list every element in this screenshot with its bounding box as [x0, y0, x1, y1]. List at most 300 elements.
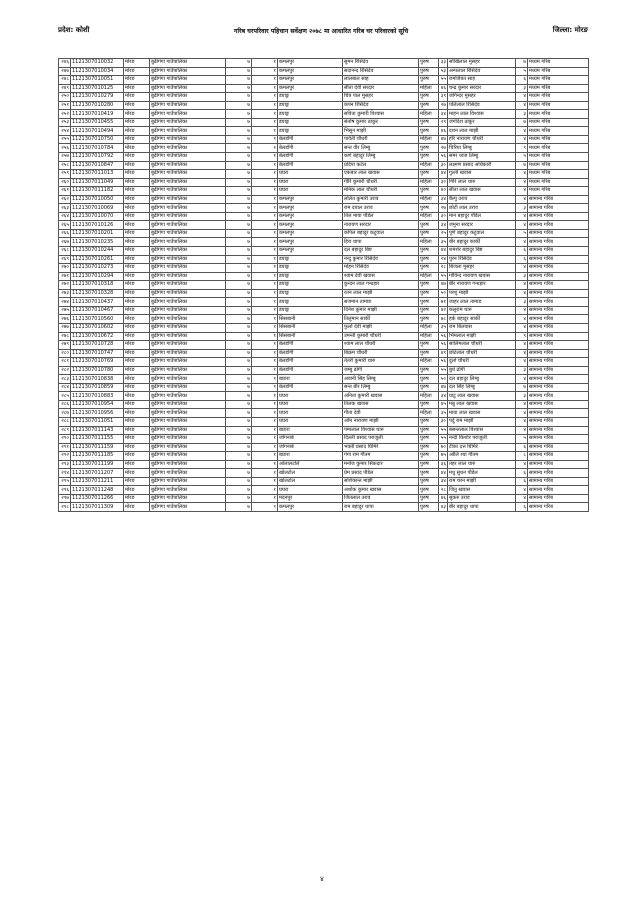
table-row	[59, 144, 589, 153]
municipality-cell: बुढीगंगा गाउँपालिका	[150, 161, 226, 170]
ward-cell: ७	[226, 341, 252, 350]
age-cell: ५६	[439, 341, 448, 350]
father-name-cell: शमशेर बहादुर बिष्ट	[448, 247, 516, 256]
table-row	[59, 238, 589, 247]
age-cell: ४९	[439, 349, 448, 358]
father-name-cell: सालिमलाल चौधरी	[448, 341, 516, 350]
ward-cell: ७	[226, 315, 252, 324]
father-name-cell: लक्ष्मण प्रसाद अधिकारी	[448, 161, 516, 170]
sub-ward-cell: १	[252, 229, 278, 238]
table-row	[59, 332, 589, 341]
table-row	[59, 383, 589, 392]
sub-ward-cell: १	[252, 494, 278, 503]
ward-cell: ७	[226, 400, 252, 409]
father-name-cell: छोटेलाल चौधरी	[448, 349, 516, 358]
municipality-cell: बुढीगंगा गाउँपालिका	[150, 281, 226, 290]
poverty-category-cell: मध्यम गरिब	[528, 153, 589, 162]
head-name-cell: अशोक कुमार खवास	[343, 486, 419, 495]
district-cell: मोरङ	[124, 238, 150, 247]
head-name-cell: भक्ती प्रसाद घिमिरे	[343, 443, 419, 452]
poverty-category-cell: मध्यम गरिब	[528, 76, 589, 85]
gender-cell: पुरुष	[419, 255, 439, 264]
table-row	[59, 281, 589, 290]
serial-no: २६६	[59, 229, 71, 238]
ward-cell: ७	[226, 452, 252, 461]
serial-no: २९३	[59, 460, 71, 469]
tole-cell: कमलपुर	[278, 221, 343, 230]
district-cell: मोरङ	[124, 494, 150, 503]
serial-no: २५९	[59, 170, 71, 179]
gender-cell: पुरुष	[419, 187, 439, 196]
table-row	[59, 118, 589, 127]
household-id: 1121307010437	[71, 298, 124, 307]
head-name-cell: प्रदिपा कटेल	[343, 161, 419, 170]
municipality-cell: बुढीगंगा गाउँपालिका	[150, 443, 226, 452]
family-size-cell: ५	[516, 153, 528, 162]
poverty-category-cell: सामान्य गरिब	[528, 494, 589, 503]
household-id: 1121307010859	[71, 383, 124, 392]
sub-ward-cell: १	[252, 264, 278, 273]
district-cell: मोरङ	[124, 144, 150, 153]
household-id: 1121307011182	[71, 187, 124, 196]
sub-ward-cell: १	[252, 400, 278, 409]
age-cell: २५	[439, 229, 448, 238]
poverty-category-cell: मध्यम गरिब	[528, 187, 589, 196]
gender-cell: पुरुष	[419, 469, 439, 478]
family-size-cell: ३	[516, 272, 528, 281]
sub-ward-cell: १	[252, 289, 278, 298]
page-header	[58, 23, 588, 37]
head-name-cell: एकबार लाल खवास	[343, 170, 419, 179]
municipality-cell: बुढीगंगा गाउँपालिका	[150, 306, 226, 315]
age-cell: ३४	[439, 110, 448, 119]
household-id: 1121307011185	[71, 452, 124, 461]
tole-cell: बेलडाँगी	[278, 349, 343, 358]
sub-ward-cell: १	[252, 101, 278, 110]
serial-no: २४९	[59, 84, 71, 93]
head-name-cell: दल बहादुर बिष्ट	[343, 247, 419, 256]
age-cell: ४४	[439, 469, 448, 478]
municipality-cell: बुढीगंगा गाउँपालिका	[150, 101, 226, 110]
sub-ward-cell: १	[252, 460, 278, 469]
serial-no: २७५	[59, 306, 71, 315]
poverty-category-cell: सामान्य गरिब	[528, 460, 589, 469]
sub-ward-cell: १	[252, 392, 278, 401]
head-name-cell: कर्ण बहादुर लिम्बु	[343, 153, 419, 162]
serial-no: २९२	[59, 452, 71, 461]
tole-cell: कमलपुर	[278, 76, 343, 85]
serial-no: २४८	[59, 76, 71, 85]
head-name-cell: तेतरी कुमारी थारु	[343, 358, 419, 367]
household-id: 1121307010467	[71, 306, 124, 315]
gender-cell: पुरुष	[419, 349, 439, 358]
gender-cell: महिला	[419, 358, 439, 367]
father-name-cell: रामजियत साह	[448, 76, 516, 85]
poverty-category-cell: सामान्य गरिब	[528, 486, 589, 495]
tole-cell: कमलपुर	[278, 503, 343, 512]
father-name-cell: बीर नारायण गन्धहार	[448, 281, 516, 290]
family-size-cell: ८	[516, 452, 528, 461]
municipality-cell: बुढीगंगा गाउँपालिका	[150, 110, 226, 119]
father-name-cell: माया लाल खवास	[448, 409, 516, 418]
head-name-cell: प्रेम प्रसाद पौडेल	[343, 469, 419, 478]
serial-no: २५५	[59, 135, 71, 144]
tole-cell: डयाङ्ग	[278, 93, 343, 102]
sub-ward-cell: १	[252, 195, 278, 204]
district-cell: मोरङ	[124, 161, 150, 170]
municipality-cell: बुढीगंगा गाउँपालिका	[150, 255, 226, 264]
ward-cell: ७	[226, 409, 252, 418]
father-name-cell: नन्दी किशोर पराजुली	[448, 435, 516, 444]
district-cell: मोरङ	[124, 229, 150, 238]
municipality-cell: बुढीगंगा गाउँपालिका	[150, 375, 226, 384]
head-name-cell: दिनेश कुमार माझी	[343, 306, 419, 315]
family-size-cell: ४	[516, 417, 528, 426]
tole-cell: घघरा	[278, 178, 343, 187]
ward-cell: ७	[226, 127, 252, 136]
household-id: 1121307010051	[71, 76, 124, 85]
gender-cell: पुरुष	[419, 153, 439, 162]
father-name-cell: परशु माझी	[448, 289, 516, 298]
father-name-cell: गुल्ती खवास	[448, 170, 516, 179]
household-id: 1121307010294	[71, 272, 124, 281]
household-id: 1121307010780	[71, 366, 124, 375]
municipality-cell: बुढीगंगा गाउँपालिका	[150, 212, 226, 221]
family-size-cell: ३	[516, 392, 528, 401]
municipality-cell: बुढीगंगा गाउँपालिका	[150, 195, 226, 204]
serial-no: २५०	[59, 93, 71, 102]
serial-no: २८०	[59, 349, 71, 358]
serial-no: २६७	[59, 238, 71, 247]
municipality-cell: बुढीगंगा गाउँपालिका	[150, 170, 226, 179]
ward-cell: ७	[226, 383, 252, 392]
district-cell: मोरङ	[124, 170, 150, 179]
gender-cell: पुरुष	[419, 477, 439, 486]
municipality-cell: बुढीगंगा गाउँपालिका	[150, 332, 226, 341]
gender-cell: पुरुष	[419, 315, 439, 324]
municipality-cell: बुढीगंगा गाउँपालिका	[150, 76, 226, 85]
father-name-cell: बैल्पु उराव	[448, 195, 516, 204]
age-cell: ५३	[439, 67, 448, 76]
gender-cell: पुरुष	[419, 289, 439, 298]
poverty-category-cell: सामान्य गरिब	[528, 272, 589, 281]
ward-cell: ७	[226, 494, 252, 503]
district-cell: मोरङ	[124, 426, 150, 435]
age-cell: ३४	[439, 392, 448, 401]
ward-cell: ७	[226, 349, 252, 358]
serial-no: २५४	[59, 127, 71, 136]
table-row	[59, 349, 589, 358]
household-id: 1121307011199	[71, 460, 124, 469]
district-label: जिल्ला: मोरङ	[552, 25, 588, 34]
gender-cell: पुरुष	[419, 144, 439, 153]
sub-ward-cell: १	[252, 153, 278, 162]
sub-ward-cell: १	[252, 76, 278, 85]
head-name-cell: चित्र पाल मुसहर	[343, 93, 419, 102]
ward-cell: ७	[226, 426, 252, 435]
household-id: 1121307010126	[71, 221, 124, 230]
gender-cell: पुरुष	[419, 417, 439, 426]
household-id: 1121307010261	[71, 255, 124, 264]
head-name-cell: नन्दु कुमार रिसिदेव	[343, 255, 419, 264]
age-cell: ७१	[439, 298, 448, 307]
sub-ward-cell: १	[252, 67, 278, 76]
serial-no: २७२	[59, 281, 71, 290]
tole-cell: डयाङ्ग	[278, 306, 343, 315]
table-row	[59, 409, 589, 418]
ward-cell: ७	[226, 264, 252, 273]
tole-cell: ओलालटोले	[278, 460, 343, 469]
household-id: 1121307010784	[71, 144, 124, 153]
district-cell: मोरङ	[124, 315, 150, 324]
head-name-cell: ओम नारायण माझी	[343, 417, 419, 426]
table-row	[59, 161, 589, 170]
sub-ward-cell: १	[252, 127, 278, 136]
father-name-cell: बसन्तलाल विश्वास	[448, 426, 516, 435]
poverty-category-cell: सामान्य गरिब	[528, 426, 589, 435]
district-cell: मोरङ	[124, 443, 150, 452]
table-row	[59, 84, 589, 93]
sub-ward-cell: १	[252, 247, 278, 256]
head-name-cell: तिलुमान सार्की	[343, 315, 419, 324]
table-row	[59, 93, 589, 102]
serial-no: २८१	[59, 358, 71, 367]
sub-ward-cell: १	[252, 272, 278, 281]
sub-ward-cell: १	[252, 503, 278, 512]
gender-cell: पुरुष	[419, 375, 439, 384]
serial-no: २७३	[59, 289, 71, 298]
age-cell: २७	[439, 144, 448, 153]
household-id: 1121307010602	[71, 323, 124, 332]
gender-cell: पुरुष	[419, 383, 439, 392]
table-row	[59, 221, 589, 230]
household-id: 1121307011207	[71, 469, 124, 478]
district-cell: मोरङ	[124, 255, 150, 264]
gender-cell: महिला	[419, 409, 439, 418]
district-cell: मोरङ	[124, 153, 150, 162]
age-cell: ७८	[439, 315, 448, 324]
gender-cell: पुरुष	[419, 59, 439, 68]
table-row	[59, 358, 589, 367]
household-id: 1121307011309	[71, 503, 124, 512]
head-name-cell: सदानन्द रिसिदेव	[343, 67, 419, 76]
table-row	[59, 76, 589, 85]
gender-cell: पुरुष	[419, 76, 439, 85]
serial-no: २७९	[59, 341, 71, 350]
sub-ward-cell: १	[252, 341, 278, 350]
gender-cell: महिला	[419, 161, 439, 170]
municipality-cell: बुढीगंगा गाउँपालिका	[150, 153, 226, 162]
father-name-cell: मन्नु लाल खवास	[448, 400, 516, 409]
household-id: 1121307010280	[71, 101, 124, 110]
tole-cell: बाङरा	[278, 426, 343, 435]
tole-cell: डयाङ्ग	[278, 118, 343, 127]
tole-cell: जोगनाबे	[278, 443, 343, 452]
sub-ward-cell: १	[252, 118, 278, 127]
ward-cell: ७	[226, 358, 252, 367]
municipality-cell: बुढीगंगा गाउँपालिका	[150, 93, 226, 102]
ward-cell: ७	[226, 306, 252, 315]
household-id: 1121307010032	[71, 59, 124, 68]
table-row	[59, 460, 589, 469]
tole-cell: डयाङ्ग	[278, 264, 343, 273]
municipality-cell: बुढीगंगा गाउँपालिका	[150, 323, 226, 332]
household-id: 1121307010070	[71, 212, 124, 221]
province-label: प्रदेश: कोशी	[58, 25, 90, 34]
gender-cell: महिला	[419, 238, 439, 247]
family-size-cell: ४	[516, 238, 528, 247]
father-name-cell: छोटी लाल उराव	[448, 204, 516, 213]
age-cell: ७५	[439, 452, 448, 461]
serial-no: २७७	[59, 323, 71, 332]
serial-no: २९७	[59, 494, 71, 503]
municipality-cell: बुढीगंगा गाउँपालिका	[150, 383, 226, 392]
poverty-category-cell: मध्यम गरिब	[528, 84, 589, 93]
ward-cell: ७	[226, 153, 252, 162]
head-name-cell: मनोज कुमार सिकदार	[343, 460, 419, 469]
household-id: 1121307010455	[71, 118, 124, 127]
head-name-cell: तिलक खवास	[343, 400, 419, 409]
serial-no: २८९	[59, 426, 71, 435]
family-size-cell: ७	[516, 118, 528, 127]
head-name-cell: सशिकान्त माझी	[343, 477, 419, 486]
municipality-cell: बुढीगंगा गाउँपालिका	[150, 392, 226, 401]
ward-cell: ७	[226, 187, 252, 196]
serial-no: २६९	[59, 255, 71, 264]
family-size-cell: ४	[516, 212, 528, 221]
father-name-cell: बीर बहादुर कार्की	[448, 238, 516, 247]
household-id: 1121307010279	[71, 93, 124, 102]
municipality-cell: बुढीगंगा गाउँपालिका	[150, 144, 226, 153]
gender-cell: महिला	[419, 212, 439, 221]
ward-cell: ७	[226, 204, 252, 213]
municipality-cell: बुढीगंगा गाउँपालिका	[150, 358, 226, 367]
father-name-cell: चिरिया लिम्बु	[448, 144, 516, 153]
sub-ward-cell: १	[252, 383, 278, 392]
gender-cell: पुरुष	[419, 503, 439, 512]
ward-cell: ७	[226, 298, 252, 307]
family-size-cell: ९	[516, 332, 528, 341]
head-name-cell: दिल्ली प्रसाद पराजुली	[343, 435, 419, 444]
head-name-cell: राम दयाल उराव	[343, 204, 419, 213]
head-name-cell: बिक्रम चौधरी	[343, 349, 419, 358]
gender-cell: पुरुष	[419, 306, 439, 315]
serial-no: २९५	[59, 477, 71, 486]
district-cell: मोरङ	[124, 417, 150, 426]
sub-ward-cell: १	[252, 170, 278, 179]
table-row	[59, 67, 589, 76]
poverty-category-cell: सामान्य गरिब	[528, 204, 589, 213]
tole-cell: डयाङ्ग	[278, 110, 343, 119]
sub-ward-cell: १	[252, 212, 278, 221]
age-cell: ३५	[439, 323, 448, 332]
gender-cell: महिला	[419, 332, 439, 341]
head-name-cell: पार्वती चौधरी	[343, 135, 419, 144]
age-cell: ४७	[439, 383, 448, 392]
ward-cell: ७	[226, 392, 252, 401]
household-id: 1121307010769	[71, 358, 124, 367]
gender-cell: पुरुष	[419, 204, 439, 213]
household-id: 1121307010847	[71, 161, 124, 170]
household-id: 1121307010328	[71, 289, 124, 298]
age-cell: ४०	[439, 187, 448, 196]
household-id: 1121307010560	[71, 315, 124, 324]
district-cell: मोरङ	[124, 272, 150, 281]
district-cell: मोरङ	[124, 477, 150, 486]
table-row	[59, 486, 589, 495]
father-name-cell: ओलि श्या गौतम	[448, 452, 516, 461]
sub-ward-cell: १	[252, 238, 278, 247]
ward-cell: ७	[226, 247, 252, 256]
family-size-cell: ४	[516, 409, 528, 418]
municipality-cell: बुढीगंगा गाउँपालिका	[150, 494, 226, 503]
family-size-cell: ४	[516, 306, 528, 315]
age-cell: ३५	[439, 409, 448, 418]
poverty-category-cell: सामान्य गरिब	[528, 255, 589, 264]
ward-cell: ७	[226, 469, 252, 478]
tole-cell: मदनपुर	[278, 494, 343, 503]
father-name-cell: माहन लाल विश्वास	[448, 110, 516, 119]
head-name-cell: राम बहादुर थापा	[343, 503, 419, 512]
table-row	[59, 110, 589, 119]
serial-no: २८५	[59, 392, 71, 401]
ward-cell: ७	[226, 118, 252, 127]
sub-ward-cell: १	[252, 306, 278, 315]
serial-no: २९४	[59, 469, 71, 478]
father-name-cell: पुरन रिसिदेव	[448, 255, 516, 264]
district-cell: मोरङ	[124, 469, 150, 478]
poverty-category-cell: सामान्य गरिब	[528, 195, 589, 204]
district-cell: मोरङ	[124, 332, 150, 341]
serial-no: २९८	[59, 503, 71, 512]
district-cell: मोरङ	[124, 358, 150, 367]
district-cell: मोरङ	[124, 289, 150, 298]
district-cell: मोरङ	[124, 298, 150, 307]
poverty-category-cell: सामान्य गरिब	[528, 383, 589, 392]
family-size-cell: ६	[516, 76, 528, 85]
poverty-category-cell: सामान्य गरिब	[528, 315, 589, 324]
poverty-category-cell: सामान्य गरिब	[528, 469, 589, 478]
gender-cell: पुरुष	[419, 127, 439, 136]
gender-cell: महिला	[419, 135, 439, 144]
family-size-cell: ४	[516, 289, 528, 298]
table-row	[59, 503, 589, 512]
table-row	[59, 426, 589, 435]
municipality-cell: बुढीगंगा गाउँपालिका	[150, 135, 226, 144]
gender-cell: पुरुष	[419, 426, 439, 435]
head-name-cell: फुलो देवी माझी	[343, 323, 419, 332]
poverty-category-cell: सामान्य गरिब	[528, 281, 589, 290]
table-row	[59, 187, 589, 196]
father-name-cell: अन्पलाल रिसिदेव	[448, 67, 516, 76]
age-cell: ५०	[439, 375, 448, 384]
sub-ward-cell: १	[252, 349, 278, 358]
municipality-cell: बुढीगंगा गाउँपालिका	[150, 469, 226, 478]
poverty-category-cell: सामान्य गरिब	[528, 289, 589, 298]
gender-cell: पुरुष	[419, 118, 439, 127]
tole-cell: बेलडाँगी	[278, 366, 343, 375]
head-name-cell: गंगा राम गौतम	[343, 452, 419, 461]
family-size-cell: ३	[516, 110, 528, 119]
tole-cell: डयाङ्ग	[278, 101, 343, 110]
tole-cell: बेलडाँगी	[278, 358, 343, 367]
municipality-cell: बुढीगंगा गाउँपालिका	[150, 204, 226, 213]
poverty-category-cell: सामान्य गरिब	[528, 238, 589, 247]
sub-ward-cell: १	[252, 443, 278, 452]
age-cell: ५५	[439, 76, 448, 85]
poverty-category-cell: सामान्य गरिब	[528, 435, 589, 444]
age-cell: ४७	[439, 135, 448, 144]
